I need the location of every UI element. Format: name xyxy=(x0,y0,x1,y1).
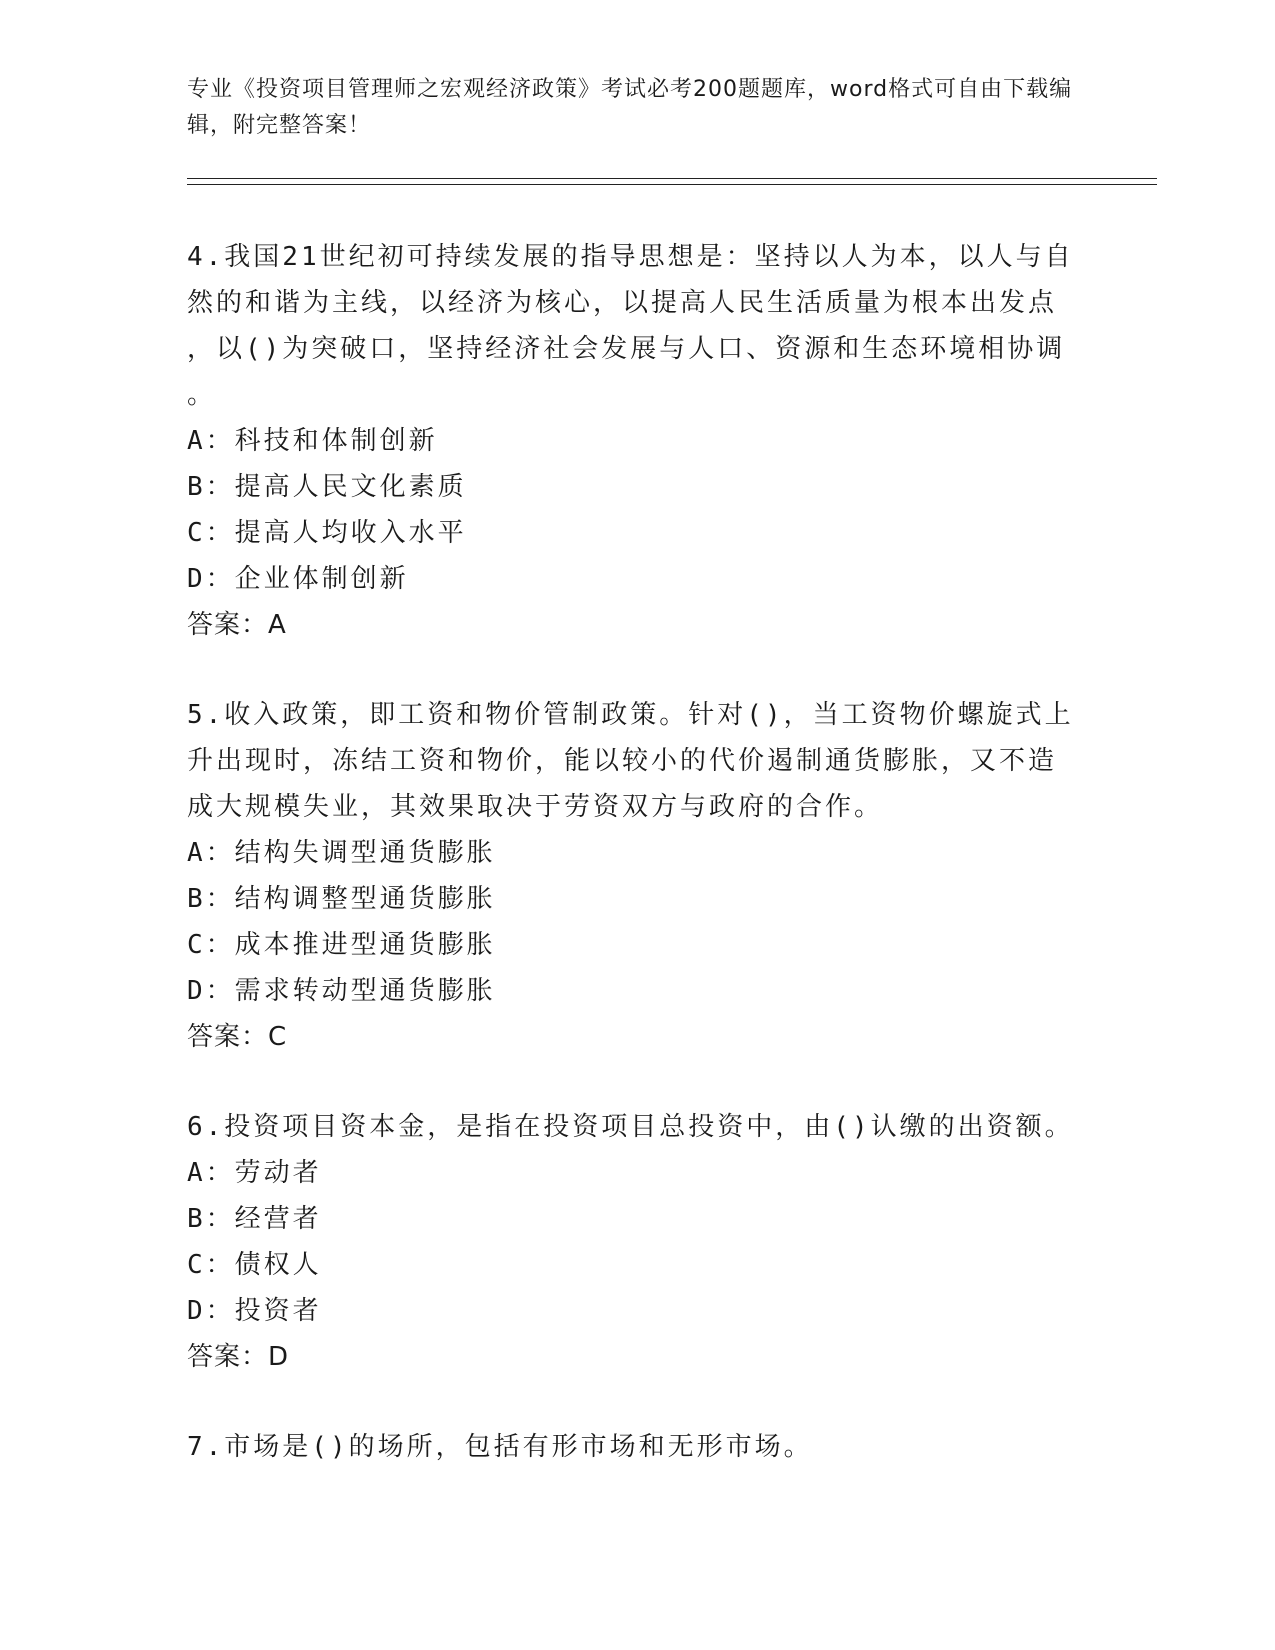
question-6 xyxy=(187,1104,1087,1380)
question-5-option-d: D：需求转动型通货膨胀 xyxy=(187,976,496,1006)
question-6-answer: 答案：D xyxy=(187,1342,290,1372)
question-5-answer: 答案：C xyxy=(187,1022,288,1052)
document-header: 专业《投资项目管理师之宏观经济政策》考试必考200题题库，word格式可自由下载编辑，附完整答案！ xyxy=(187,77,1073,138)
header-rule-top xyxy=(187,178,1157,179)
question-7 xyxy=(187,1424,1087,1470)
question-5-line-2: 升出现时，冻结工资和物价，能以较小的代价遏制通货膨胀，又不造 xyxy=(187,746,1058,776)
question-5-option-c: C：成本推进型通货膨胀 xyxy=(187,930,496,960)
question-7-line-1: 7.市场是()的场所，包括有形市场和无形市场。 xyxy=(187,1432,813,1462)
question-4-option-c: C：提高人均收入水平 xyxy=(187,518,467,548)
question-5-option-b: B：结构调整型通货膨胀 xyxy=(187,884,496,914)
question-4 xyxy=(187,234,1087,648)
question-4-option-a: A：科技和体制创新 xyxy=(187,426,438,456)
question-5-option-a: A：结构失调型通货膨胀 xyxy=(187,838,496,868)
question-6-option-a: A：劳动者 xyxy=(187,1158,322,1188)
question-5-line-3: 成大规模失业，其效果取决于劳资双方与政府的合作。 xyxy=(187,792,884,822)
question-6-line-1: 6.投资项目资本金，是指在投资项目总投资中，由()认缴的出资额。 xyxy=(187,1112,1074,1142)
question-4-option-b: B：提高人民文化素质 xyxy=(187,472,467,502)
question-6-option-d: D：投资者 xyxy=(187,1296,322,1326)
question-4-line-4: 。 xyxy=(187,380,217,410)
question-4-line-3: ，以()为突破口，坚持经济社会发展与人口、资源和生态环境相协调 xyxy=(187,334,1066,364)
question-5 xyxy=(187,692,1087,1060)
question-6-option-c: C：债权人 xyxy=(187,1250,322,1280)
question-4-line-2: 然的和谐为主线，以经济为核心，以提高人民生活质量为根本出发点 xyxy=(187,288,1058,318)
header-rule-bottom xyxy=(187,184,1157,185)
question-4-option-d: D：企业体制创新 xyxy=(187,564,409,594)
question-4-line-1: 4.我国21世纪初可持续发展的指导思想是：坚持以人为本，以人与自 xyxy=(187,242,1074,272)
question-4-answer: 答案：A xyxy=(187,610,287,640)
question-5-line-1: 5.收入政策，即工资和物价管制政策。针对()，当工资物价螺旋式上 xyxy=(187,700,1074,730)
question-6-option-b: B：经营者 xyxy=(187,1204,322,1234)
